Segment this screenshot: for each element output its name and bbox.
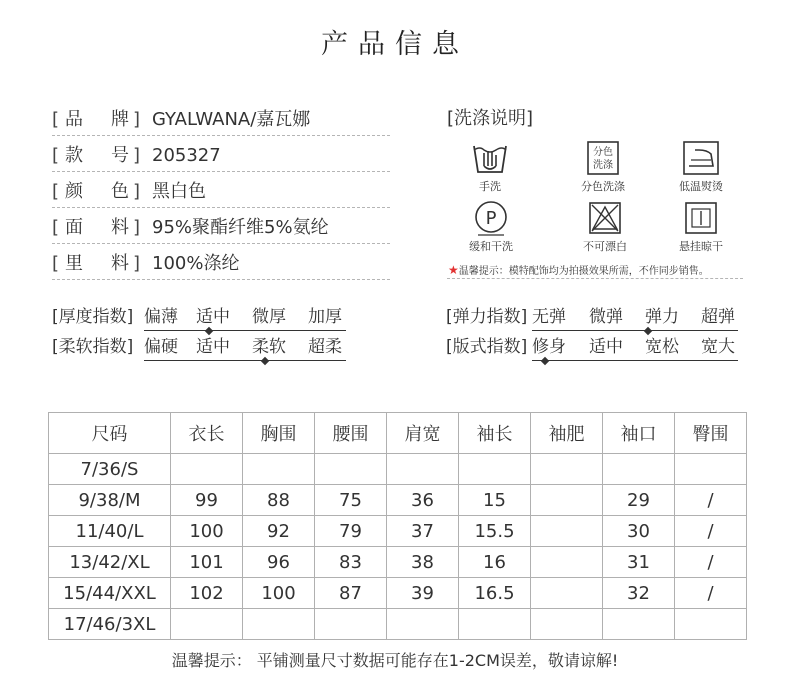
index-scale xyxy=(52,302,346,332)
scale-track xyxy=(144,332,346,361)
table-cell: 99 xyxy=(171,485,243,516)
table-cell xyxy=(243,609,315,640)
table-cell: 32 xyxy=(603,578,675,609)
table-cell xyxy=(243,454,315,485)
table-cell: / xyxy=(675,547,747,578)
scale-option: 偏硬 xyxy=(144,337,178,357)
table-cell xyxy=(171,609,243,640)
wash-item-gentle-dry-clean xyxy=(446,200,536,254)
icon-text-bottom: 洗涤 xyxy=(593,160,613,171)
scale-label: [版式指数] xyxy=(446,337,528,357)
info-label-first: 颜 xyxy=(65,181,84,202)
table-header-cell: 袖长 xyxy=(459,413,531,454)
table-cell xyxy=(603,454,675,485)
table-header-cell: 袖肥 xyxy=(531,413,603,454)
no-bleach-icon xyxy=(587,200,623,236)
wash-title: [洗涤说明] xyxy=(447,108,534,129)
table-header-cell: 腰围 xyxy=(315,413,387,454)
info-label-first: 款 xyxy=(65,145,84,166)
scale-option: 适中 xyxy=(196,307,230,327)
table-cell: 9/38/M xyxy=(49,485,171,516)
table-cell: 38 xyxy=(387,547,459,578)
info-value: 100%涤纶 xyxy=(152,253,240,274)
table-header-cell: 臀围 xyxy=(675,413,747,454)
table-row xyxy=(49,516,747,547)
table-cell: 88 xyxy=(243,485,315,516)
table-cell: 92 xyxy=(243,516,315,547)
info-label xyxy=(59,105,133,135)
star-icon: ★ xyxy=(448,263,459,277)
icon-text-top: 分色 xyxy=(593,147,613,158)
table-cell xyxy=(387,609,459,640)
info-label-first: 里 xyxy=(65,253,84,274)
scale-track xyxy=(532,332,738,361)
table-cell xyxy=(459,609,531,640)
bracket-close: ] xyxy=(133,109,141,130)
scale-option: 超柔 xyxy=(308,337,342,357)
index-scale xyxy=(446,332,738,362)
info-label-second: 号 xyxy=(111,145,130,166)
index-scale xyxy=(446,302,738,332)
hang-dry-icon xyxy=(683,200,719,236)
size-table xyxy=(48,412,747,640)
info-value: GYALWANA/嘉瓦娜 xyxy=(152,109,311,130)
bracket-open: [ xyxy=(52,109,60,130)
table-cell xyxy=(531,609,603,640)
table-cell: 79 xyxy=(315,516,387,547)
table-cell: 15 xyxy=(459,485,531,516)
table-header-cell: 胸围 xyxy=(243,413,315,454)
table-row xyxy=(49,578,747,609)
table-cell: 102 xyxy=(171,578,243,609)
scale-option: 修身 xyxy=(532,337,566,357)
measurement-tip: 温馨提示： 平铺测量尺寸数据可能存在1-2CM误差，敬请谅解! xyxy=(171,651,619,670)
table-row xyxy=(49,454,747,485)
scale-option: 宽大 xyxy=(701,337,735,357)
table-cell: 31 xyxy=(603,547,675,578)
wash-item-low-temp-iron xyxy=(656,140,746,194)
table-cell: 83 xyxy=(315,547,387,578)
table-cell: 15.5 xyxy=(459,516,531,547)
info-label-second: 料 xyxy=(111,217,130,238)
wash-item-no-bleach xyxy=(560,200,650,254)
info-label-first: 品 xyxy=(65,109,84,130)
separate-color-wash-icon xyxy=(585,140,621,176)
scale-option: 微弹 xyxy=(589,307,623,327)
table-cell xyxy=(459,454,531,485)
table-cell: 29 xyxy=(603,485,675,516)
bracket-open: [ xyxy=(52,181,60,202)
scale-track xyxy=(532,302,738,331)
page-title: 产品信息 xyxy=(321,29,469,60)
info-label xyxy=(59,249,133,279)
table-row xyxy=(49,609,747,640)
info-label-second: 牌 xyxy=(111,109,130,130)
info-label-second: 色 xyxy=(111,181,130,202)
info-value: 95%聚酯纤维5%氨纶 xyxy=(152,217,329,238)
table-cell xyxy=(531,547,603,578)
wash-item-hand-wash xyxy=(445,140,535,194)
scale-option: 微厚 xyxy=(252,307,286,327)
bracket-close: ] xyxy=(133,253,141,274)
table-cell: 16 xyxy=(459,547,531,578)
info-label xyxy=(59,141,133,171)
info-value: 黑白色 xyxy=(152,181,206,202)
scale-label: [厚度指数] xyxy=(52,307,134,327)
scale-option: 适中 xyxy=(196,337,230,357)
bracket-close: ] xyxy=(133,217,141,238)
table-cell: 100 xyxy=(243,578,315,609)
wash-note xyxy=(448,262,709,277)
table-cell xyxy=(531,485,603,516)
wash-label: 低温熨烫 xyxy=(679,180,723,193)
table-cell: 17/46/3XL xyxy=(49,609,171,640)
scale-track xyxy=(144,302,346,331)
wash-item-separate-color xyxy=(558,140,648,194)
wash-label: 分色洗涤 xyxy=(581,180,625,193)
wash-label: 缓和干洗 xyxy=(469,240,513,253)
bracket-open: [ xyxy=(52,253,60,274)
info-label-first: 面 xyxy=(65,217,84,238)
info-row xyxy=(52,105,390,136)
wash-label: 不可漂白 xyxy=(583,240,627,253)
table-header-row xyxy=(49,413,747,454)
table-cell xyxy=(531,516,603,547)
table-cell xyxy=(315,609,387,640)
info-row xyxy=(52,141,390,172)
table-header-cell: 袖口 xyxy=(603,413,675,454)
table-cell: 101 xyxy=(171,547,243,578)
info-value: 205327 xyxy=(152,145,221,166)
table-cell: / xyxy=(675,485,747,516)
table-cell: / xyxy=(675,578,747,609)
wash-note-text: 温馨提示：模特配饰均为拍摄效果所需，不作同步销售。 xyxy=(458,266,709,277)
info-label xyxy=(59,177,133,207)
info-row xyxy=(52,213,390,244)
table-cell: 30 xyxy=(603,516,675,547)
scale-option: 弹力 xyxy=(645,307,679,327)
table-cell xyxy=(171,454,243,485)
table-cell: 37 xyxy=(387,516,459,547)
table-row xyxy=(49,547,747,578)
table-cell: 13/42/XL xyxy=(49,547,171,578)
bracket-open: [ xyxy=(52,145,60,166)
icon-letter: P xyxy=(485,208,497,229)
table-cell: 11/40/L xyxy=(49,516,171,547)
table-cell xyxy=(603,609,675,640)
info-label xyxy=(59,213,133,243)
wash-label: 悬挂晾干 xyxy=(679,240,723,253)
low-temp-iron-icon xyxy=(681,140,721,176)
table-cell: 39 xyxy=(387,578,459,609)
scale-option: 适中 xyxy=(589,337,623,357)
info-label-second: 料 xyxy=(111,253,130,274)
table-cell: 87 xyxy=(315,578,387,609)
bracket-open: [ xyxy=(52,217,60,238)
table-header-cell: 衣长 xyxy=(171,413,243,454)
table-cell: 7/36/S xyxy=(49,454,171,485)
table-cell: 75 xyxy=(315,485,387,516)
table-row xyxy=(49,485,747,516)
table-cell xyxy=(387,454,459,485)
table-header-cell: 肩宽 xyxy=(387,413,459,454)
index-scale xyxy=(52,332,346,362)
info-row xyxy=(52,249,390,280)
table-cell xyxy=(531,454,603,485)
scale-option: 加厚 xyxy=(308,307,342,327)
table-header-cell: 尺码 xyxy=(49,413,171,454)
wash-label: 手洗 xyxy=(479,180,501,193)
bracket-close: ] xyxy=(133,145,141,166)
wash-item-hang-dry xyxy=(656,200,746,254)
table-cell: / xyxy=(675,516,747,547)
scale-option: 柔软 xyxy=(252,337,286,357)
gentle-dry-clean-icon xyxy=(472,200,510,236)
table-cell xyxy=(675,609,747,640)
scale-option: 超弹 xyxy=(701,307,735,327)
table-cell xyxy=(531,578,603,609)
scale-option: 偏薄 xyxy=(144,307,178,327)
hand-wash-icon xyxy=(470,140,510,176)
table-cell: 36 xyxy=(387,485,459,516)
table-cell: 96 xyxy=(243,547,315,578)
info-row xyxy=(52,177,390,208)
table-cell xyxy=(315,454,387,485)
scale-option: 无弹 xyxy=(532,307,566,327)
table-cell: 15/44/XXL xyxy=(49,578,171,609)
scale-option: 宽松 xyxy=(645,337,679,357)
table-cell xyxy=(675,454,747,485)
scale-label: [弹力指数] xyxy=(446,307,528,327)
divider xyxy=(447,278,743,279)
table-cell: 100 xyxy=(171,516,243,547)
bracket-close: ] xyxy=(133,181,141,202)
scale-label: [柔软指数] xyxy=(52,337,134,357)
table-cell: 16.5 xyxy=(459,578,531,609)
